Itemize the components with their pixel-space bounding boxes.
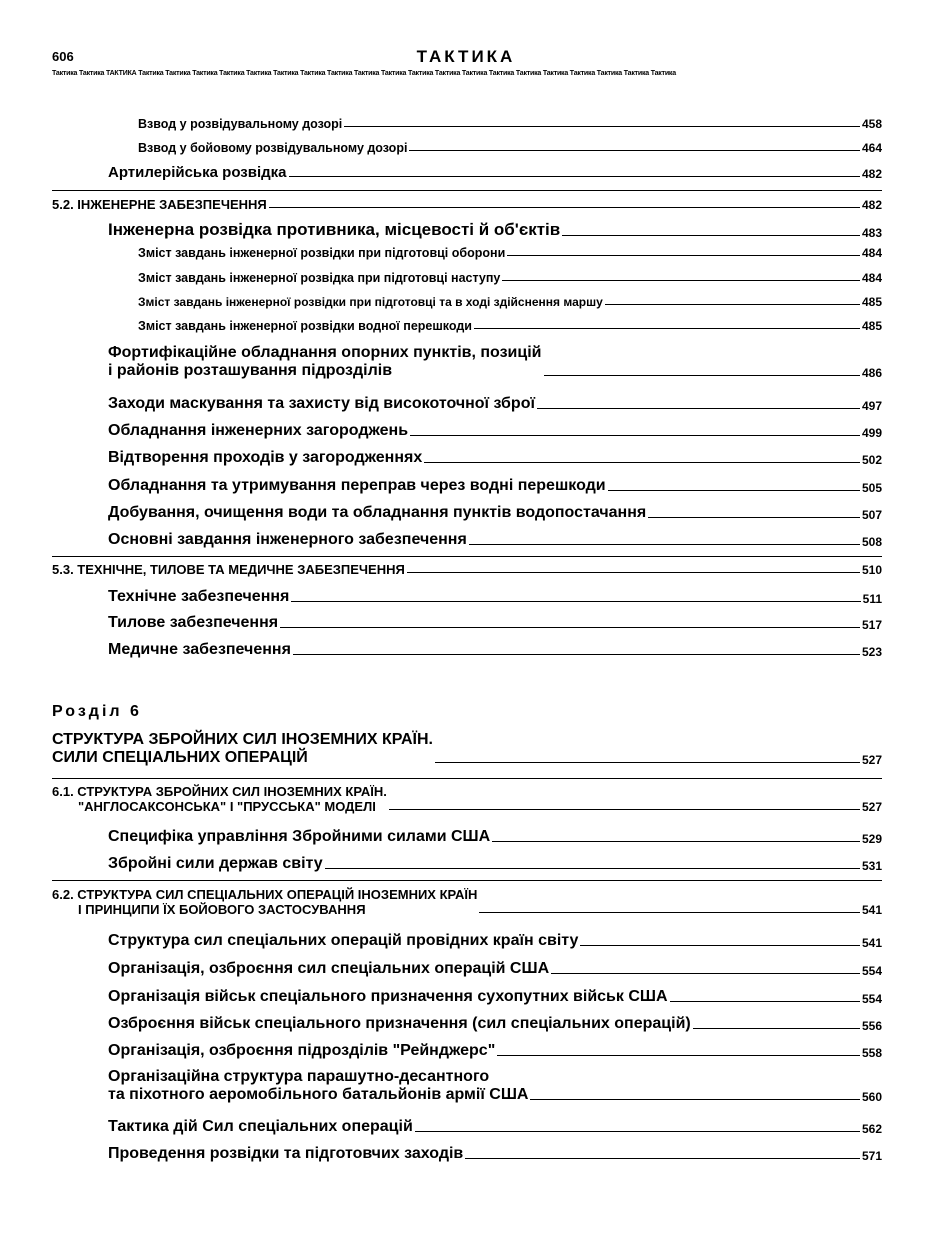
toc-entry[interactable]	[108, 395, 882, 413]
toc-entry-title: Заходи маскування та захисту від високоточної зброї	[108, 395, 535, 412]
toc-entry[interactable]	[108, 422, 882, 440]
toc-entry-page: 485	[861, 295, 882, 309]
toc-entry-title: Тактика дій Сил спеціальних операцій	[108, 1118, 413, 1135]
toc-entry-page: 527	[861, 753, 882, 767]
toc-entry-title: СТРУКТУРА ЗБРОЙНИХ СИЛ ІНОЗЕМНИХ КРАЇН.	[52, 731, 433, 748]
toc-entry-title: Специфіка управління Збройними силами США	[108, 828, 491, 845]
toc-entry-page: 507	[861, 508, 882, 522]
toc-entry-title: "АНГЛОСАКСОНСЬКА" І "ПРУССЬКА" МОДЕЛІ	[78, 799, 376, 814]
toc-entry[interactable]	[108, 855, 882, 873]
toc-entry-title: Зміст завдань інженерної розвідки при підготовці та в ході здійснення маршу	[138, 295, 603, 309]
toc-entry-title: Фортифікаційне обладнання опорних пунктів, позицій	[108, 344, 542, 361]
running-title: ТАКТИКА	[416, 47, 516, 66]
toc-entry-title: і районів розташування підрозділів	[108, 362, 393, 379]
toc-entry-page: 556	[861, 1019, 882, 1033]
toc-entry[interactable]	[138, 319, 882, 333]
toc-entry[interactable]	[108, 164, 882, 181]
toc-entry-title: Організація, озброєння сил спеціальних операцій США	[108, 960, 550, 977]
toc-entry-title: Зміст завдань інженерної розвідки при підготовці оборони	[138, 246, 506, 260]
toc-entry-page: 486	[861, 366, 882, 380]
toc-entry-page: 499	[861, 426, 882, 440]
toc-entry-title: Тилове забезпечення	[108, 614, 279, 631]
toc-entry-page: 505	[861, 481, 882, 495]
toc-entry-title: Обладнання інженерних загороджень	[108, 422, 409, 439]
page-number: 606	[52, 49, 74, 64]
toc-entry[interactable]	[108, 1042, 882, 1060]
toc-entry[interactable]	[138, 141, 882, 155]
toc-entry[interactable]	[108, 614, 882, 632]
toc-entry-title: Відтворення проходів у загородженнях	[108, 449, 423, 466]
toc-entry-title: 5.2. ІНЖЕНЕРНЕ ЗАБЕЗПЕЧЕННЯ	[52, 197, 267, 212]
toc-entry[interactable]	[108, 932, 882, 950]
toc-entry-page: 554	[861, 992, 882, 1006]
toc-entry-title: Артилерійська розвідка	[108, 164, 287, 181]
toc-entry-page: 562	[861, 1122, 882, 1136]
toc-entry-title: Взвод у бойовому розвідувальному дозорі	[138, 141, 408, 155]
toc-entry-page: 560	[861, 1090, 882, 1104]
toc-entry[interactable]	[108, 960, 882, 978]
toc-entry[interactable]	[108, 220, 882, 240]
toc-entry[interactable]	[108, 1145, 882, 1163]
toc-entry[interactable]	[108, 1015, 882, 1033]
toc-entry-title: Технічне забезпечення	[108, 588, 290, 605]
toc-entry-title: 5.3. ТЕХНІЧНЕ, ТИЛОВЕ ТА МЕДИЧНЕ ЗАБЕЗПЕЧЕННЯ	[52, 562, 405, 577]
toc-entry-title: Зміст завдань інженерної розвідка при підготовці наступу	[138, 271, 501, 285]
toc-entry-title: Зміст завдань інженерної розвідки водної перешкоди	[138, 319, 472, 333]
toc-entry-page: 571	[861, 1149, 882, 1163]
toc-chapter[interactable]	[52, 731, 882, 767]
toc-entry-title: Основні завдання інженерного забезпечення	[108, 531, 467, 548]
toc-entry-page: 527	[861, 800, 882, 814]
toc-entry-title: Структура сил спеціальних операцій провідних країн світу	[108, 932, 579, 949]
toc-entry-title: Добування, очищення води та обладнання пунктів водопостачання	[108, 504, 647, 521]
toc-entry[interactable]	[138, 271, 882, 285]
toc-entry-page: 510	[861, 563, 882, 577]
toc-entry-page: 482	[861, 198, 882, 212]
toc-entry-page: 497	[861, 399, 882, 413]
toc-entry-title: І ПРИНЦИПИ ЇХ БОЙОВОГО ЗАСТОСУВАННЯ	[78, 902, 366, 917]
header-strip: Тактика Тактика ТАКТИКА Тактика Тактика Тактика Тактика Тактика Тактика Тактика Тактика Тактика Тактика Тактика Тактика Тактика Тактика Тактика Тактика Тактика Тактика Тактика Тактика	[52, 70, 676, 77]
toc-entry-page: 511	[862, 592, 882, 606]
toc-entry-title: Взвод у розвідувальному дозорі	[138, 117, 343, 131]
toc-entry-title: Організаційна структура парашутно-десантного	[108, 1068, 490, 1085]
toc-entry-page: 541	[861, 936, 882, 950]
toc-entry-page: 531	[861, 859, 882, 873]
toc-entry-title: Медичне забезпечення	[108, 641, 291, 658]
toc-entry[interactable]	[138, 246, 882, 260]
toc-entry-page: 523	[861, 645, 882, 659]
toc-entry[interactable]	[108, 344, 882, 380]
toc-entry-title: Організація, озброєння підрозділів "Рейнджерс"	[108, 1042, 496, 1059]
toc-entry-title: Озброєння військ спеціального призначення (сил спеціальних операцій)	[108, 1015, 691, 1032]
toc-entry-page: 464	[861, 141, 882, 155]
toc-entry-title: СИЛИ СПЕЦІАЛЬНИХ ОПЕРАЦІЙ	[52, 749, 308, 766]
toc-section[interactable]	[52, 784, 882, 814]
toc-entry-page: 482	[861, 167, 882, 181]
toc-entry[interactable]	[108, 504, 882, 522]
toc-entry[interactable]	[108, 449, 882, 467]
toc-entry[interactable]	[138, 295, 882, 309]
toc-entry-title: 6.1. СТРУКТУРА ЗБРОЙНИХ СИЛ ІНОЗЕМНИХ КРАЇН.	[52, 784, 387, 799]
toc-entry-page: 483	[861, 226, 882, 240]
toc-entry[interactable]	[108, 1118, 882, 1136]
toc-entry[interactable]	[108, 988, 882, 1006]
toc-entry-title: Проведення розвідки та підготовчих заходів	[108, 1145, 464, 1162]
chapter-label: Розділ 6	[52, 703, 142, 720]
toc-entry[interactable]	[108, 477, 882, 495]
toc-entry[interactable]	[138, 117, 882, 131]
toc-entry[interactable]	[108, 1068, 882, 1104]
toc-entry[interactable]	[108, 588, 882, 606]
toc-entry[interactable]	[108, 641, 882, 659]
toc-entry-page: 541	[861, 903, 882, 917]
toc-entry-title: Інженерна розвідка противника, місцевості й об'єктів	[108, 220, 561, 239]
toc-entry-page: 502	[861, 453, 882, 467]
toc-entry-page: 485	[861, 319, 882, 333]
toc-entry-page: 517	[861, 618, 882, 632]
toc-entry-title: 6.2. СТРУКТУРА СИЛ СПЕЦІАЛЬНИХ ОПЕРАЦІЙ ІНОЗЕМНИХ КРАЇН	[52, 887, 478, 902]
toc-entry-page: 458	[861, 117, 882, 131]
toc-entry-page: 554	[861, 964, 882, 978]
toc-entry-page: 484	[861, 271, 882, 285]
toc-entry-page: 508	[861, 535, 882, 549]
toc-entry-page: 529	[861, 832, 882, 846]
toc-entry-title: Збройні сили держав світу	[108, 855, 323, 872]
toc-section[interactable]	[52, 197, 882, 212]
toc-section[interactable]	[52, 562, 882, 577]
toc-entry-title: Обладнання та утримування переправ через водні перешкоди	[108, 477, 606, 494]
toc-section[interactable]	[52, 887, 882, 917]
toc-entry-page: 558	[861, 1046, 882, 1060]
toc-entry-title: Організація військ спеціального призначення сухопутних військ США	[108, 988, 668, 1005]
toc-entry[interactable]	[108, 531, 882, 549]
toc-entry[interactable]	[108, 828, 882, 846]
toc-entry-page: 484	[861, 246, 882, 260]
toc-entry-title: та піхотного аеромобільного батальйонів армії США	[108, 1086, 529, 1103]
